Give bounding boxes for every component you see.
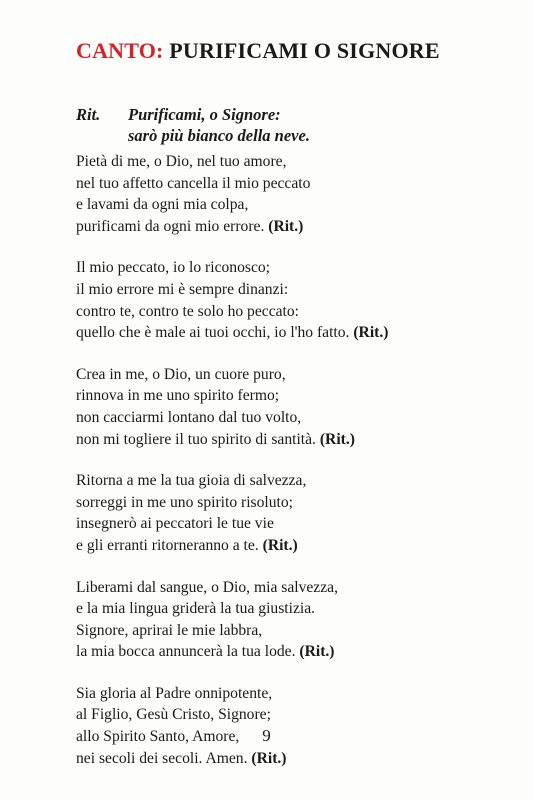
refrain-line-1 <box>76 104 310 125</box>
stanza-line-text: non mi togliere il tuo spirito di santità. <box>76 430 316 448</box>
song-title-name: PURIFICAMI O SIGNORE <box>169 38 440 63</box>
stanza-line <box>76 385 516 407</box>
stanza-line <box>76 216 516 238</box>
stanza-line-text: e la mia lingua griderà la tua giustizia. <box>76 600 316 618</box>
rit-marker: (Rit.) <box>262 536 298 554</box>
stanza-line-text: Liberami dal sangue, o Dio, mia salvezza, <box>76 578 338 596</box>
stanza-line <box>76 641 516 663</box>
stanza-line <box>76 492 516 514</box>
stanza <box>76 257 516 343</box>
page-number: 9 <box>262 726 271 745</box>
stanza-line <box>76 151 516 173</box>
rit-marker: (Rit.) <box>319 430 355 448</box>
stanza-line <box>76 683 516 705</box>
stanza-line <box>76 194 516 216</box>
stanza-line-text: e gli erranti ritorneranno a te. <box>76 536 259 554</box>
stanza-line-text: al Figlio, Gesù Cristo, Signore; <box>76 706 271 724</box>
stanza <box>76 151 516 237</box>
refrain <box>76 104 310 146</box>
stanza-line <box>76 598 516 620</box>
stanza-line-text: insegnerò ai peccatori le tue vie <box>76 515 274 533</box>
stanza-line-text: e lavami da ogni mia colpa, <box>76 196 249 214</box>
stanza-line-text: Pietà di me, o Dio, nel tuo amore, <box>76 153 287 170</box>
refrain-line-1-text: Purificami, o Signore: <box>128 105 281 124</box>
stanza-line-text: allo Spirito Santo, Amore, <box>76 728 240 746</box>
stanza-line <box>76 173 516 195</box>
stanza-line <box>76 279 516 301</box>
stanza-line-text: Il mio peccato, io lo riconosco; <box>76 259 271 277</box>
stanza-line <box>76 748 516 770</box>
stanza-line <box>76 535 516 557</box>
stanza-line <box>76 429 516 451</box>
stanza-line-text: purificami da ogni mio errore. <box>76 217 265 235</box>
refrain-line-2: sarò più bianco della neve. <box>128 126 310 145</box>
rit-marker: (Rit.) <box>299 643 335 661</box>
stanza-line-text: nel tuo affetto cancella il mio peccato <box>76 174 311 192</box>
stanza-line-text: la mia bocca annuncerà la tua lode. <box>76 643 296 661</box>
stanza-line-text: non cacciarmi lontano dal tuo volto, <box>76 408 302 426</box>
rit-marker: (Rit.) <box>251 749 287 767</box>
song-title <box>76 38 440 64</box>
stanza <box>76 577 516 663</box>
stanza-line <box>76 322 516 344</box>
stanza-line-text: quello che è male ai tuoi occhi, io l'ho fatto. <box>76 324 350 342</box>
stanza-line-text: nei secoli dei secoli. Amen. <box>76 749 248 767</box>
stanza-line-text: il mio errore mi è sempre dinanzi: <box>76 280 289 298</box>
stanza-line <box>76 704 516 726</box>
stanza <box>76 470 516 556</box>
stanza-line <box>76 301 516 323</box>
stanza-line <box>76 620 516 642</box>
stanza-line <box>76 470 516 492</box>
stanza-line <box>76 257 516 279</box>
stanza-line <box>76 407 516 429</box>
stanza-line-text: rinnova in me uno spirito fermo; <box>76 387 280 405</box>
stanza-line <box>76 364 516 386</box>
song-title-label: CANTO: <box>76 38 164 63</box>
stanzas <box>76 151 516 789</box>
refrain-tag: Rit. <box>76 105 101 124</box>
stanza-line-text: Sia gloria al Padre onnipotente, <box>76 684 273 702</box>
stanza-line-text: Ritorna a me la tua gioia di salvezza, <box>76 472 307 490</box>
stanza-line <box>76 577 516 599</box>
stanza <box>76 364 516 450</box>
rit-marker: (Rit.) <box>268 217 304 235</box>
rit-marker: (Rit.) <box>353 324 389 342</box>
stanza-line-text: Signore, aprirai le mie labbra, <box>76 621 263 639</box>
stanza-line <box>76 513 516 535</box>
stanza-line-text: sorreggi in me uno spirito risoluto; <box>76 493 293 511</box>
stanza-line-text: contro te, contro te solo ho peccato: <box>76 302 300 320</box>
stanza-line-text: Crea in me, o Dio, un cuore puro, <box>76 365 286 383</box>
